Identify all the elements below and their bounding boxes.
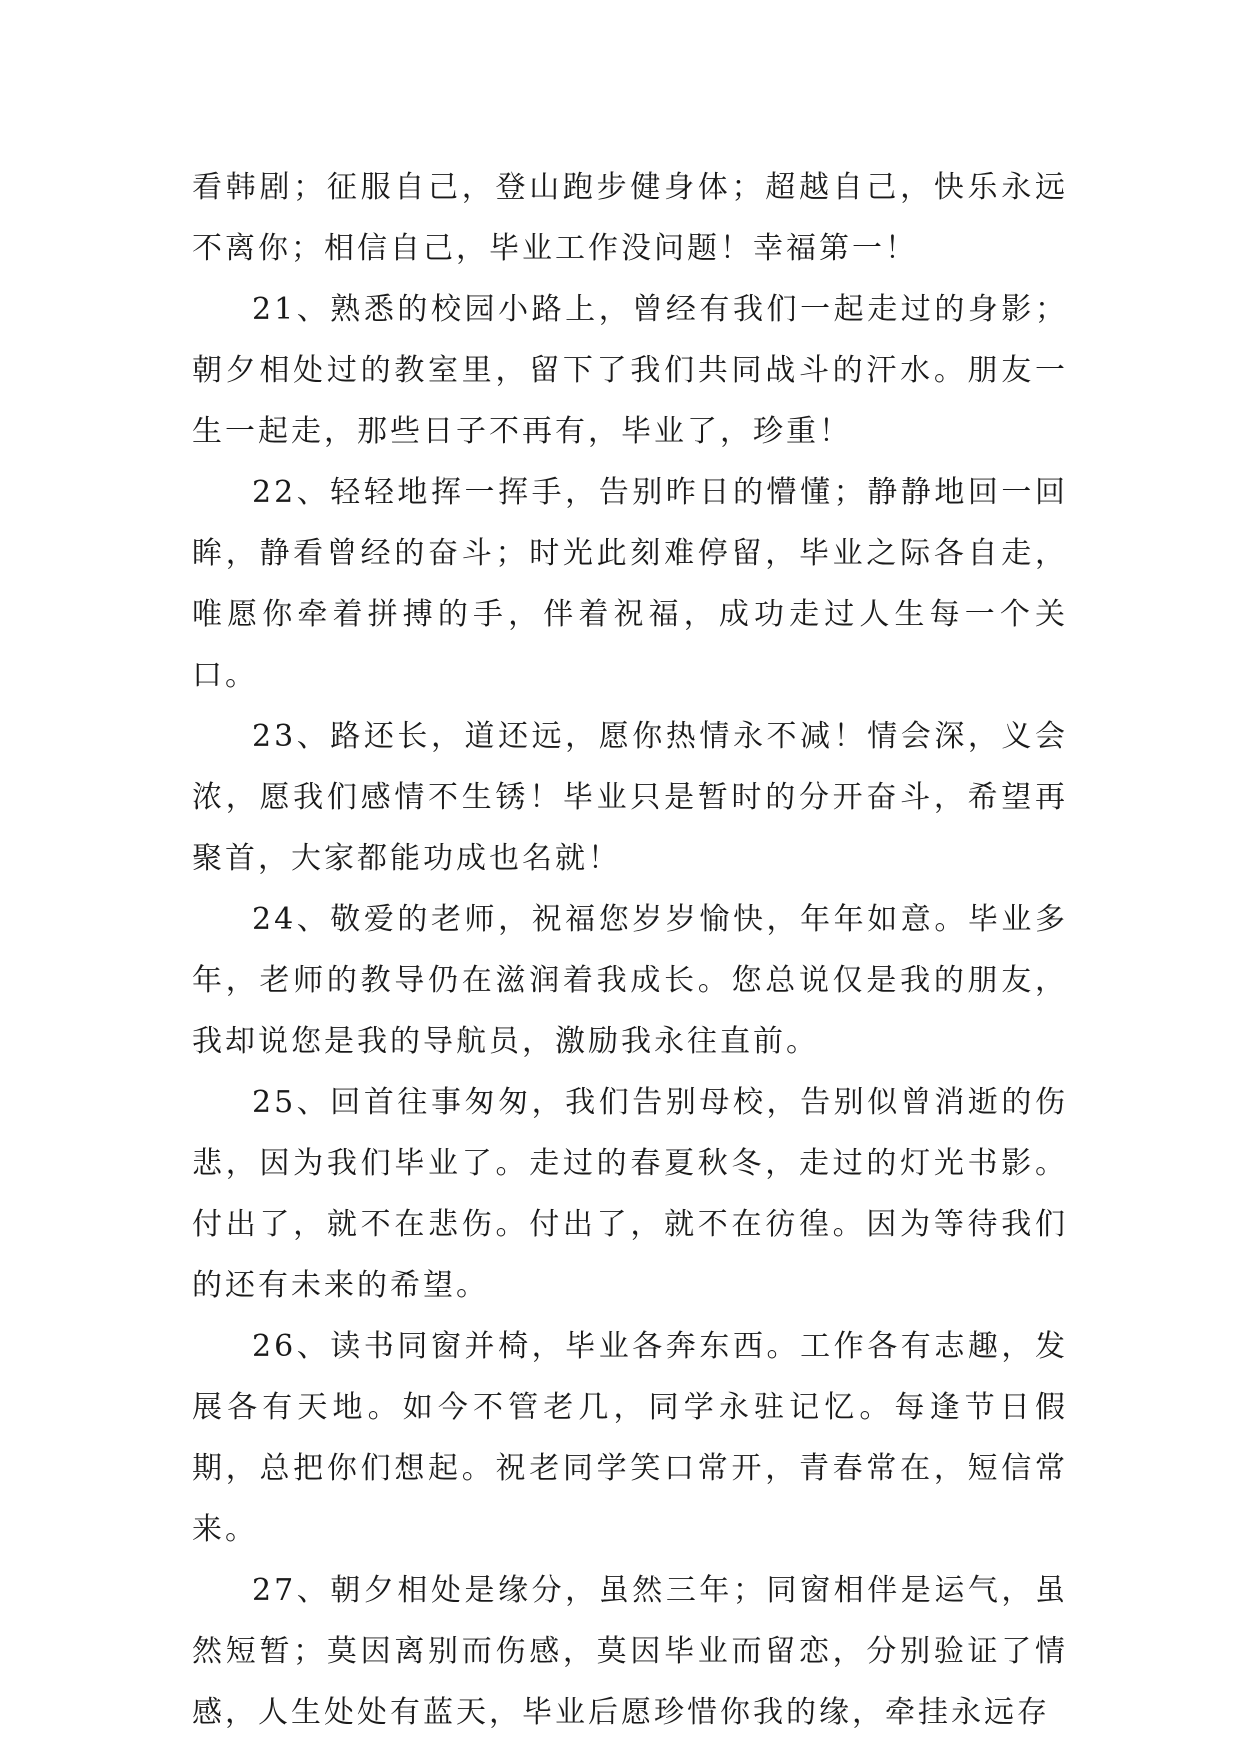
paragraph-21: 21、熟悉的校园小路上，曾经有我们一起走过的身影；朝夕相处过的教室里，留下了我们共同战斗的汗水。朋友一生一起走，那些日子不再有，毕业了，珍重！ [192,292,1068,449]
paragraph-22: 22、轻轻地挥一挥手，告别昨日的懵懂；静静地回一回眸，静看曾经的奋斗；时光此刻难停留，毕业之际各自走，唯愿你牵着拼搏的手，伴着祝福，成功走过人生每一个关口。 [192,475,1068,693]
paragraph-24: 24、敬爱的老师，祝福您岁岁愉快，年年如意。毕业多年，老师的教导仍在滋润着我成长。您总说仅是我的朋友，我却说您是我的导航员，激励我永往直前。 [192,902,1068,1059]
paragraph-continuation: 看韩剧；征服自己，登山跑步健身体；超越自己，快乐永远不离你；相信自己，毕业工作没问题！幸福第一！ [192,170,1068,266]
paragraph-25: 25、回首往事匆匆，我们告别母校，告别似曾消逝的伤悲，因为我们毕业了。走过的春夏秋冬，走过的灯光书影。付出了，就不在悲伤。付出了，就不在彷徨。因为等待我们的还有未来的希望。 [192,1085,1068,1303]
paragraph-26: 26、读书同窗并椅，毕业各奔东西。工作各有志趣，发展各有天地。如今不管老几，同学永驻记忆。每逢节日假期，总把你们想起。祝老同学笑口常开，青春常在，短信常来。 [192,1329,1068,1547]
paragraph-23: 23、路还长，道还远，愿你热情永不减！情会深，义会浓，愿我们感情不生锈！毕业只是暂时的分开奋斗，希望再聚首，大家都能功成也名就！ [192,719,1068,876]
document-body [192,157,1068,1743]
paragraph-27: 27、朝夕相处是缘分，虽然三年；同窗相伴是运气，虽然短暂；莫因离别而伤感，莫因毕业而留恋，分别验证了情感，人生处处有蓝天，毕业后愿珍惜你我的缘，牵挂永远存 [192,1573,1068,1730]
